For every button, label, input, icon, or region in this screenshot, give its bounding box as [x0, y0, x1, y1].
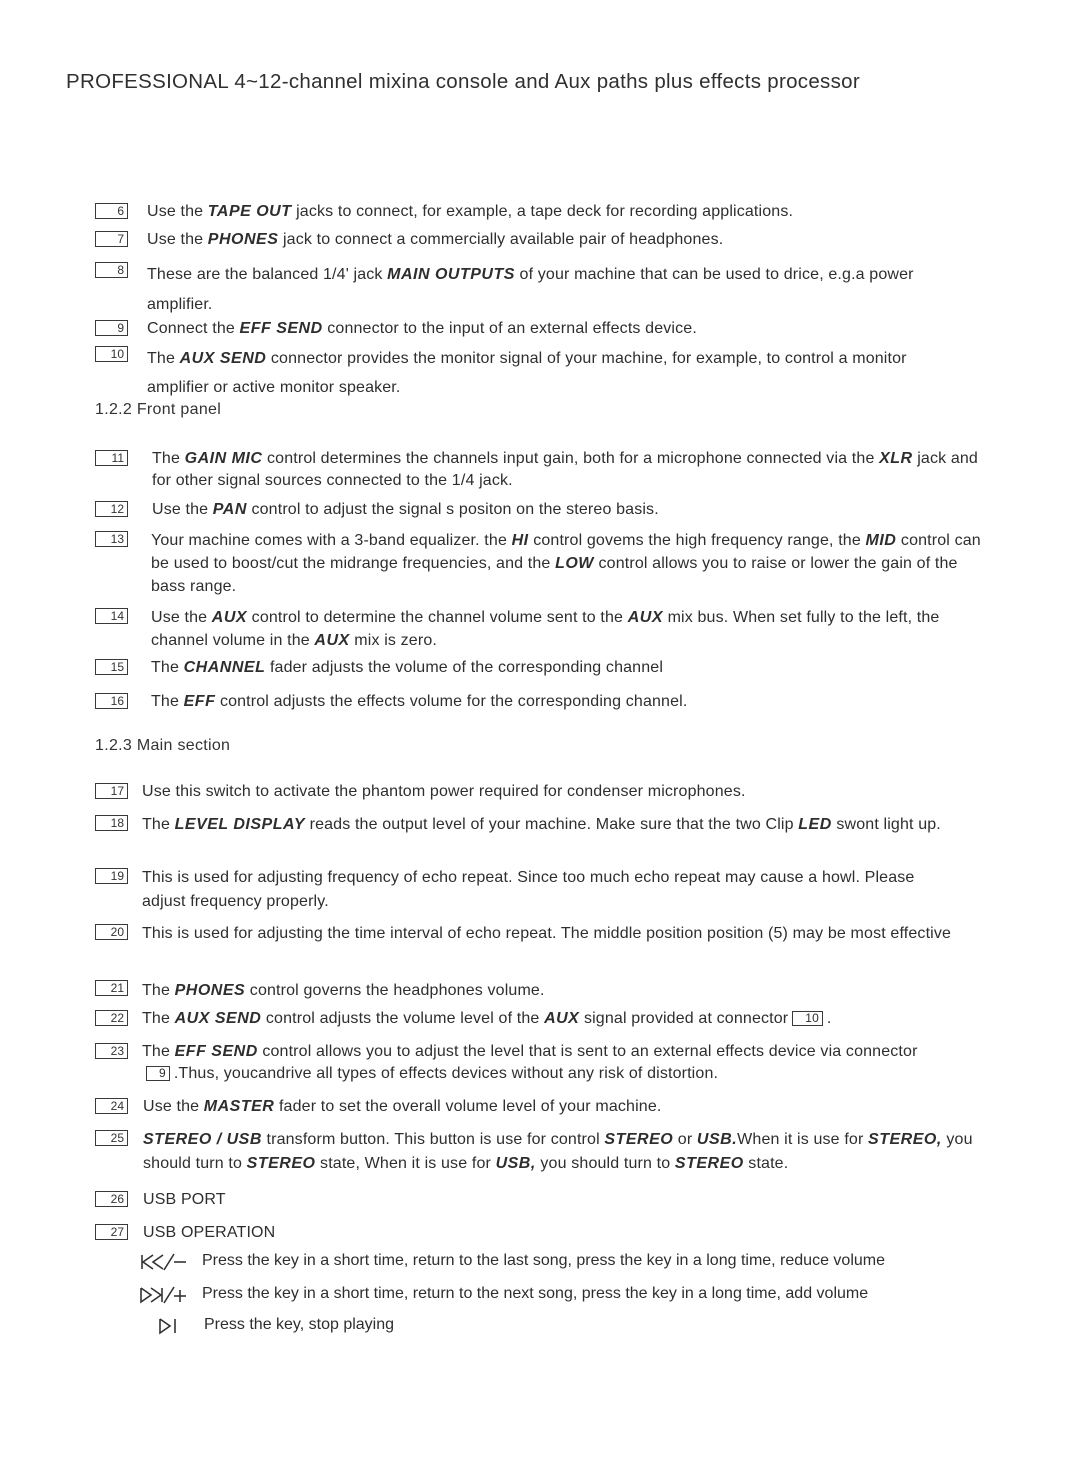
item-number: 14: [95, 608, 128, 624]
item-number: 16: [95, 693, 128, 709]
section-heading-front-panel: 1.2.2 Front panel: [95, 401, 222, 418]
keyword: LOW: [555, 555, 594, 572]
item-number: 24: [95, 1098, 128, 1114]
item-text: This is used for adjusting frequency of echo repeat. Since too much echo repeat may cause a howl. Please adjust frequency properly.: [142, 869, 915, 910]
item-reference: 10: [792, 1011, 823, 1026]
keyword: AUX: [314, 632, 350, 649]
keyword: CHANNEL: [183, 659, 266, 676]
keyword: STEREO: [674, 1155, 744, 1172]
usb-operation-text: Press the key in a short time, return to the next song, press the key in a long time, add volume: [202, 1285, 869, 1302]
item-number: 13: [95, 531, 128, 547]
item-text: Use the AUX control to determine the channel volume sent to the AUX mix bus. When set fully to the left, the channel volume in the AUX mix is zero.: [151, 609, 940, 649]
usb-operation-text: Press the key in a short time, return to the last song, press the key in a long time, reduce volume: [202, 1252, 885, 1269]
keyword: STEREO: [604, 1131, 674, 1148]
item-number: 23: [95, 1043, 128, 1059]
prev-minus-icon: [140, 1252, 196, 1272]
item-number: 11: [95, 450, 128, 466]
keyword: GAIN MIC: [184, 450, 263, 467]
item-number: 19: [95, 868, 128, 884]
item-number: 27: [95, 1224, 128, 1240]
item-text: The PHONES control governs the headphones volume.: [142, 982, 545, 999]
keyword: AUX: [627, 609, 663, 626]
keyword: LED: [798, 816, 832, 833]
keyword: EFF SEND: [239, 320, 323, 337]
keyword: PAN: [212, 501, 247, 518]
play-pause-icon: [158, 1316, 180, 1336]
usb-operation-row: [140, 1316, 960, 1338]
item-text: The AUX SEND control adjusts the volume level of the AUX signal provided at connector 10 .: [142, 1010, 832, 1027]
keyword: MAIN OUTPUTS: [387, 266, 515, 283]
item-text: The GAIN MIC control determines the channels input gain, both for a microphone connected via the XLR jack and for other signal sources connected to the 1/4 jack.: [152, 450, 978, 489]
item-text: Connect the EFF SEND connector to the input of an external effects device.: [147, 320, 697, 337]
item-text: Use the PAN control to adjust the signal s positon on the stereo basis.: [152, 501, 659, 518]
item-number: 6: [95, 203, 128, 219]
usb-operation-text: Press the key, stop playing: [204, 1316, 395, 1333]
next-plus-icon: [140, 1285, 196, 1305]
page-title: PROFESSIONAL 4~12-channel mixina console and Aux paths plus effects processor: [66, 70, 860, 93]
keyword: AUX: [211, 609, 248, 626]
item-text: USB OPERATION: [143, 1224, 276, 1241]
item-text: The LEVEL DISPLAY reads the output level of your machine. Make sure that the two Clip LED swont light up.: [142, 816, 941, 833]
item-text: STEREO / USB transform button. This button is use for control STEREO or USB.When it is use for STEREO, you should turn to STEREO state, When it is use for USB, you should turn to STEREO state.: [143, 1131, 973, 1172]
item-number: 10: [95, 346, 128, 362]
item-number: 12: [95, 501, 128, 517]
item-number: 7: [95, 231, 128, 247]
keyword: STEREO / USB: [143, 1131, 262, 1148]
keyword: STEREO: [246, 1155, 316, 1172]
item-text: The AUX SEND connector provides the monitor signal of your machine, for example, to control a monitor amplifier or active monitor speaker.: [147, 350, 907, 396]
usb-operation-row: [140, 1285, 960, 1307]
keyword: STEREO,: [868, 1131, 942, 1148]
item-number: 17: [95, 783, 128, 799]
item-number: 8: [95, 262, 128, 278]
usb-operation-row: [140, 1252, 960, 1274]
item-number: 26: [95, 1191, 128, 1207]
item-text: Your machine comes with a 3-band equalizer. the HI control govems the high frequency range, the MID control can be used to boost/cut the midrange frequencies, and the LOW control allows you to raise or lower the gain of the bass range.: [151, 532, 981, 595]
keyword: XLR: [879, 450, 913, 467]
item-text: The EFF SEND control allows you to adjust the level that is sent to an external effects device via connector 9 .Thus, youcandrive all types of effects devices without any risk of distortion.: [142, 1043, 918, 1082]
item-text: Use the TAPE OUT jacks to connect, for example, a tape deck for recording applications.: [147, 203, 794, 220]
item-number: 20: [95, 924, 128, 940]
item-number: 21: [95, 980, 128, 996]
keyword: MID: [865, 532, 897, 549]
item-text: Use the PHONES jack to connect a commercially available pair of headphones.: [147, 231, 724, 248]
keyword: AUX: [544, 1010, 580, 1027]
keyword: USB.: [696, 1131, 738, 1148]
keyword: EFF SEND: [174, 1043, 258, 1060]
keyword: PHONES: [174, 982, 246, 999]
item-reference: 9: [146, 1066, 170, 1081]
keyword: USB,: [495, 1155, 536, 1172]
item-text: This is used for adjusting the time interval of echo repeat. The middle position position (5) may be most effective: [142, 925, 952, 942]
section-heading-main-section: 1.2.3 Main section: [95, 737, 231, 754]
item-text: Use this switch to activate the phantom power required for condenser microphones.: [142, 783, 746, 800]
item-text: These are the balanced 1/4' jack MAIN OUTPUTS of your machine that can be used to drice, e.g.a power amplifier.: [147, 266, 914, 313]
keyword: MASTER: [203, 1098, 275, 1115]
item-text: Use the MASTER fader to set the overall volume level of your machine.: [143, 1098, 662, 1115]
keyword: AUX SEND: [174, 1010, 262, 1027]
item-text: The CHANNEL fader adjusts the volume of the corresponding channel: [151, 659, 664, 676]
item-text: The EFF control adjusts the effects volume for the corresponding channel.: [151, 693, 688, 710]
item-text: USB PORT: [143, 1191, 226, 1208]
keyword: PHONES: [207, 231, 279, 248]
keyword: TAPE OUT: [207, 203, 292, 220]
item-number: 25: [95, 1130, 128, 1146]
item-number: 22: [95, 1010, 128, 1026]
item-number: 18: [95, 815, 128, 831]
item-number: 15: [95, 659, 128, 675]
keyword: HI: [511, 532, 529, 549]
keyword: EFF: [183, 693, 216, 710]
keyword: AUX SEND: [179, 350, 267, 367]
item-number: 9: [95, 320, 128, 336]
keyword: LEVEL DISPLAY: [174, 816, 305, 833]
